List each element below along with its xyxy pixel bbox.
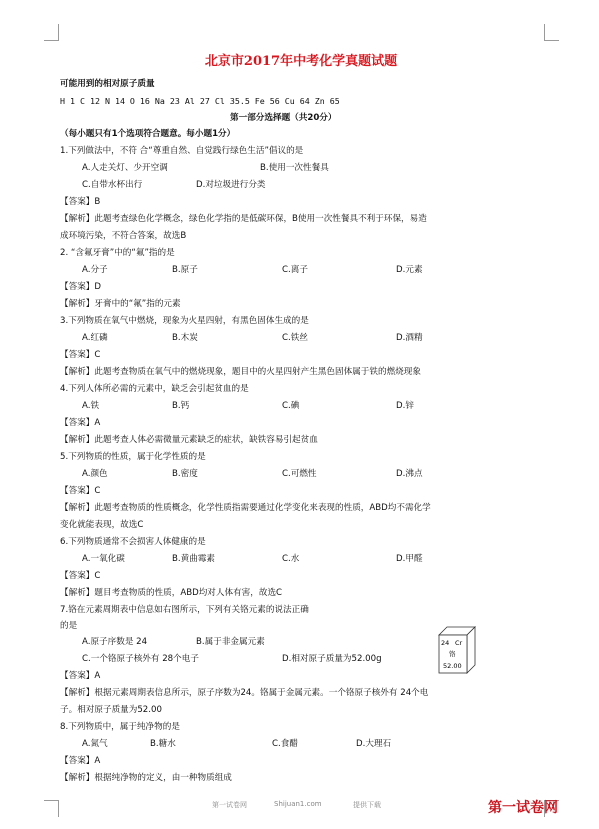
question-7-line-1: 7.铬在元素周期表中信息如右图所示，下列有关铬元素的说法正确 xyxy=(60,605,309,615)
q1-answer: 【答案】B xyxy=(60,197,101,207)
atomic-mass-values: H 1 C 12 N 14 O 16 Na 23 Al 27 Cl 35.5 Fe 56 Cu 64 Zn 65 xyxy=(60,96,340,106)
q3-option-d: D.酒精 xyxy=(396,333,423,343)
q1-analysis-line-1: 【解析】此题考查绿色化学概念，绿色化学指的是低碳环保，B使用一次性餐具不利于环保，易造 xyxy=(60,214,427,224)
brand-logo-text: 第一试卷网 xyxy=(488,800,558,816)
footer-left: 第一试卷网 xyxy=(212,801,247,809)
question-2: 2. “含氟牙膏”中的“氟”指的是 xyxy=(60,248,175,258)
q8-option-d: D.大理石 xyxy=(356,739,392,749)
q2-analysis: 【解析】牙膏中的“氟”指的元素 xyxy=(60,299,181,309)
q1-option-d: D.对垃圾进行分类 xyxy=(196,180,266,190)
q6-answer: 【答案】C xyxy=(60,571,101,581)
q2-option-c: C.离子 xyxy=(282,265,308,275)
q8-analysis: 【解析】根据纯净物的定义，由一种物质组成 xyxy=(60,773,232,783)
q6-option-a: A.一氧化碳 xyxy=(82,554,125,564)
q3-answer: 【答案】C xyxy=(60,350,101,360)
crop-mark-top-left xyxy=(44,24,59,41)
q4-option-b: B.钙 xyxy=(172,401,190,411)
question-5: 5.下列物质的性质，属于化学性质的是 xyxy=(60,452,206,462)
element-symbol: Cr xyxy=(455,639,463,647)
part-instruction: （每小题只有1个选项符合题意。每小题1分） xyxy=(60,129,236,139)
q7-option-c: C.一个铬原子核外有 28个电子 xyxy=(82,654,199,664)
q7-option-a: A.原子序数是 24 xyxy=(82,637,148,647)
q3-option-b: B.木炭 xyxy=(172,333,198,343)
q5-option-c: C.可燃性 xyxy=(282,469,317,479)
q4-analysis: 【解析】此题考查人体必需微量元素缺乏的症状，缺铁容易引起贫血 xyxy=(60,435,318,445)
q2-option-a: A.分子 xyxy=(82,265,108,275)
q5-option-d: D.沸点 xyxy=(396,469,423,479)
q8-option-c: C.食醋 xyxy=(272,739,298,749)
q7-analysis-line-1: 【解析】根据元素周期表信息所示，原子序数为24。铬属于金属元素。一个铬原子核外有 24个电 xyxy=(60,688,429,698)
q7-answer: 【答案】A xyxy=(60,671,101,681)
q1-option-a: A.人走关灯、少开空调 xyxy=(82,163,168,173)
element-card-chromium xyxy=(437,625,477,675)
q3-option-a: A.红磷 xyxy=(82,333,108,343)
q8-answer: 【答案】A xyxy=(60,756,101,766)
question-8: 8.下列物质中，属于纯净物的是 xyxy=(60,722,180,732)
question-6: 6.下列物质通常不会损害人体健康的是 xyxy=(60,537,206,547)
q3-analysis: 【解析】此题考查物质在氧气中的燃烧现象，题目中的火星四射产生黑色固体属于铁的燃烧现象 xyxy=(60,367,421,377)
q4-option-d: D.锌 xyxy=(396,401,414,411)
q6-option-c: C.水 xyxy=(282,554,300,564)
question-1: 1.下列做法中，不符 合“尊重自然、自觉践行绿色生活”倡议的是 xyxy=(60,146,304,156)
q7-option-d: D.相对原子质量为52.00g xyxy=(282,654,382,664)
q6-option-b: B.黄曲霉素 xyxy=(172,554,216,564)
question-7-line-2: 的是 xyxy=(60,621,78,631)
q2-option-b: B.原子 xyxy=(172,265,198,275)
q1-analysis-line-2: 成环境污染，不符合答案，故选B xyxy=(60,231,187,241)
q6-analysis: 【解析】题目考查物质的性质，ABD均对人体有害，故选C xyxy=(60,588,283,598)
q2-option-d: D.元素 xyxy=(396,265,423,275)
q1-option-c: C.自带水杯出行 xyxy=(82,180,143,190)
element-name: 铬 xyxy=(449,650,456,658)
q8-option-a: A.氮气 xyxy=(82,739,108,749)
q8-option-b: B.糖水 xyxy=(150,739,176,749)
element-mass: 52.00 xyxy=(443,662,462,670)
crop-mark-top-right xyxy=(544,24,559,41)
crop-mark-bottom-left xyxy=(44,800,59,817)
q4-option-a: A.铁 xyxy=(82,401,100,411)
question-4: 4.下列人体所必需的元素中，缺乏会引起贫血的是 xyxy=(60,384,249,394)
q5-option-b: B.密度 xyxy=(172,469,198,479)
q4-option-c: C.碘 xyxy=(282,401,300,411)
footer-right: 提供下载 xyxy=(353,801,381,809)
q6-option-d: D.甲醛 xyxy=(396,554,423,564)
q5-answer: 【答案】C xyxy=(60,486,101,496)
q7-option-b: B.属于非金属元素 xyxy=(196,637,265,647)
q1-option-b: B.使用一次性餐具 xyxy=(260,163,329,173)
footer-center: Shijuan1.com xyxy=(274,800,322,808)
question-3: 3.下列物质在氧气中燃烧，现象为火星四射，有黑色固体生成的是 xyxy=(60,316,309,326)
q5-analysis-line-2: 变化就能表现，故选C xyxy=(60,520,144,530)
part-heading: 第一部分选择题（共20分） xyxy=(230,113,337,123)
page-title: 北京市2017年中考化学真题试题 xyxy=(204,54,398,69)
q7-analysis-line-2: 子。相对原子质量为52.00 xyxy=(60,705,162,715)
q3-option-c: C.铁丝 xyxy=(282,333,308,343)
q2-answer: 【答案】D xyxy=(60,282,101,292)
atomic-mass-heading: 可能用到的相对原子质量 xyxy=(60,79,155,89)
q4-answer: 【答案】A xyxy=(60,418,101,428)
element-number: 24 xyxy=(441,639,450,647)
q5-analysis-line-1: 【解析】此题考查物质的性质概念，化学性质指需要通过化学变化来表现的性质，ABD均不需化学 xyxy=(60,503,431,513)
q5-option-a: A.颜色 xyxy=(82,469,108,479)
